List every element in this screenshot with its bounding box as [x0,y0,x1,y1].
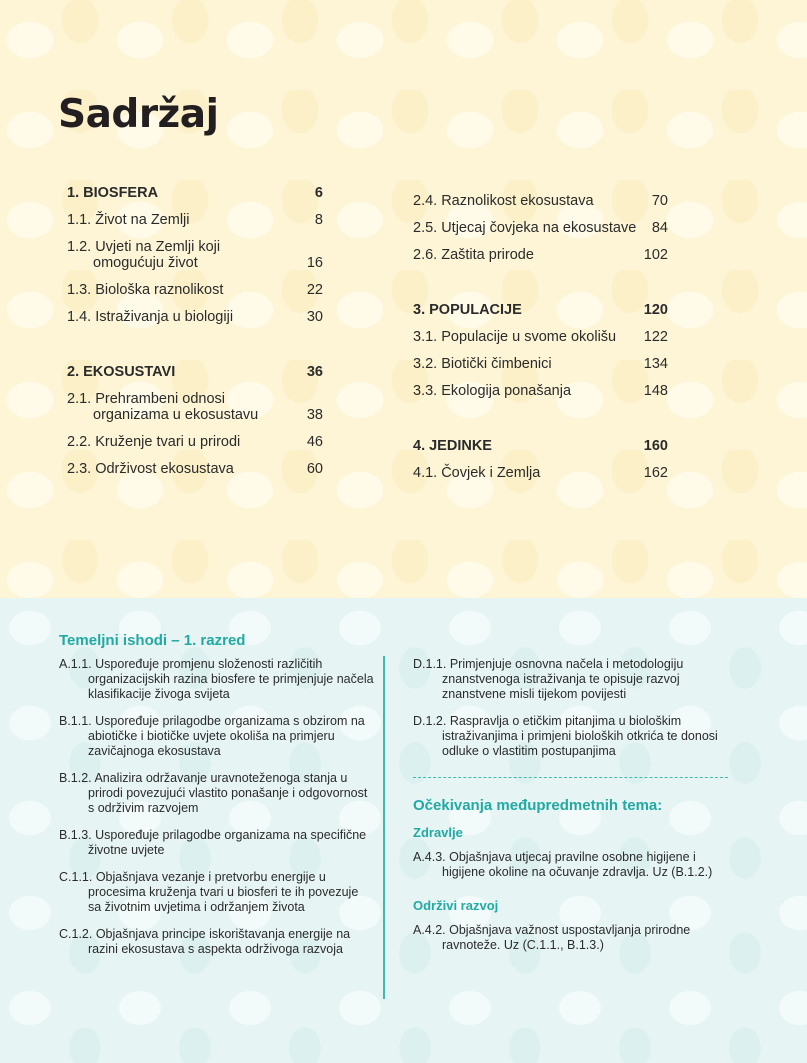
toc-label: 1. BIOSFERA [67,185,159,201]
toc-page: 148 [643,383,668,399]
toc-page: 16 [306,255,323,271]
outcomes-title: Temeljni ishodi – 1. razred [59,632,246,649]
toc-label: 1.3. Biološka raznolikost [67,282,224,298]
toc-label: 2. EKOSUSTAVI [67,364,176,380]
outcomes-left-column [59,657,374,969]
toc-row[interactable] [413,383,668,399]
dashed-divider [413,777,728,778]
toc-left-column [67,185,323,488]
toc-row[interactable] [413,356,668,372]
toc-label: 2.2. Kruženje tvari u prirodi [67,434,241,450]
toc-row[interactable] [413,302,668,318]
toc-label: 2.4. Raznolikost ekosustava [413,193,594,209]
topic-heading: Zdravlje [413,825,463,840]
toc-label: 2.5. Utjecaj čovjeka na ekosustave [413,220,637,236]
toc-label: 3.1. Populacije u svome okolišu [413,329,617,345]
page-title: Sadržaj [58,92,219,137]
toc-label: 2.6. Zaštita prirode [413,247,534,263]
toc-row[interactable] [67,391,323,423]
toc-row[interactable] [67,185,323,201]
toc-label: 1.4. Istraživanja u biologiji [67,309,234,325]
toc-page: 22 [306,282,323,298]
outcome-item: B.1.2. Analizira održavanje uravnoteženoga stanja u prirodi povezujući vlastito ponašanje i odgovornost s održivim razvojem [59,771,368,815]
toc-page: 160 [643,438,668,454]
toc-page: 36 [306,364,323,380]
outcomes-right-column [413,657,728,771]
toc-page: 60 [306,461,323,477]
toc-page: 102 [643,247,668,263]
toc-row[interactable] [413,193,668,209]
outcome-item: D.1.1. Primjenjuje osnovna načela i metodologiju znanstvenoga istraživanja te opisuje razvoj znanstvene misli tijekom povijesti [413,657,684,701]
toc-label: 3. POPULACIJE [413,302,522,318]
crosscurricular-section [413,798,733,965]
toc-row[interactable] [67,239,323,271]
toc-row[interactable] [67,434,323,450]
toc-row[interactable] [67,282,323,298]
toc-page: 46 [306,434,323,450]
toc-label: 4.1. Čovjek i Zemlja [413,465,541,481]
toc-row[interactable] [413,247,668,263]
toc-row[interactable] [413,220,668,236]
toc-label: 2.1. Prehrambeni odnosi organizama u ekosustavu [67,391,259,423]
toc-row[interactable] [67,364,323,380]
toc-label: 1.1. Život na Zemlji [67,212,190,228]
topic-heading: Održivi razvoj [413,898,499,913]
crosscurricular-title: Očekivanja međupredmetnih tema: [413,797,663,814]
toc-page: 8 [314,212,323,228]
toc-right-column [413,193,668,492]
toc-page: 120 [643,302,668,318]
outcome-item: B.1.1. Uspoređuje prilagodbe organizama s obzirom na abiotičke i biotičke uvjete okoliša na primjeru zavičajnoga ekosustava [59,714,365,758]
toc-label: 1.2. Uvjeti na Zemlji koji omogućuju život [67,239,221,271]
outcome-item: C.1.2. Objašnjava principe iskorištavanja energije na razini ekosustava s aspekta održivoga razvoja [59,927,351,956]
toc-label: 3.3. Ekologija ponašanja [413,383,572,399]
toc-page: 70 [651,193,668,209]
toc-page: 162 [643,465,668,481]
toc-page: 6 [314,185,323,201]
toc-row[interactable] [413,329,668,345]
toc-page: 134 [643,356,668,372]
toc-page: 38 [306,407,323,423]
toc-label: 3.2. Biotički čimbenici [413,356,552,372]
outcome-item: D.1.2. Raspravlja o etičkim pitanjima u biološkim istraživanjima i primjeni bioloških otkrića te donosi odluke o vlastitim postupanjima [413,714,718,758]
toc-row[interactable] [413,438,668,454]
outcome-item: A.1.1. Uspoređuje promjenu složenosti različitih organizacijskih razina biosfere te primjenjuje načela klasifikacije živoga svijeta [59,657,374,701]
toc-row[interactable] [413,465,668,481]
toc-row[interactable] [67,212,323,228]
crosscurricular-item: A.4.3. Objašnjava utjecaj pravilne osobne higijene i higijene okoline na očuvanje zdravlja. Uz (B.1.2.) [413,850,713,879]
column-divider [383,656,385,999]
toc-page: 122 [643,329,668,345]
crosscurricular-item: A.4.2. Objašnjava važnost uspostavljanja prirodne ravnoteže. Uz (C.1.1., B.1.3.) [413,923,691,952]
toc-page: 84 [651,220,668,236]
toc-label: 2.3. Održivost ekosustava [67,461,234,477]
toc-row[interactable] [67,309,323,325]
outcome-item: C.1.1. Objašnjava vezanje i pretvorbu energije u procesima kruženja tvari u biosferi te ih povezuje sa životnim uvjetima i održanjem života [59,870,359,914]
toc-page: 30 [306,309,323,325]
toc-label: 4. JEDINKE [413,438,492,454]
toc-row[interactable] [67,461,323,477]
outcome-item: B.1.3. Uspoređuje prilagodbe organizama na specifične životne uvjete [59,828,367,857]
